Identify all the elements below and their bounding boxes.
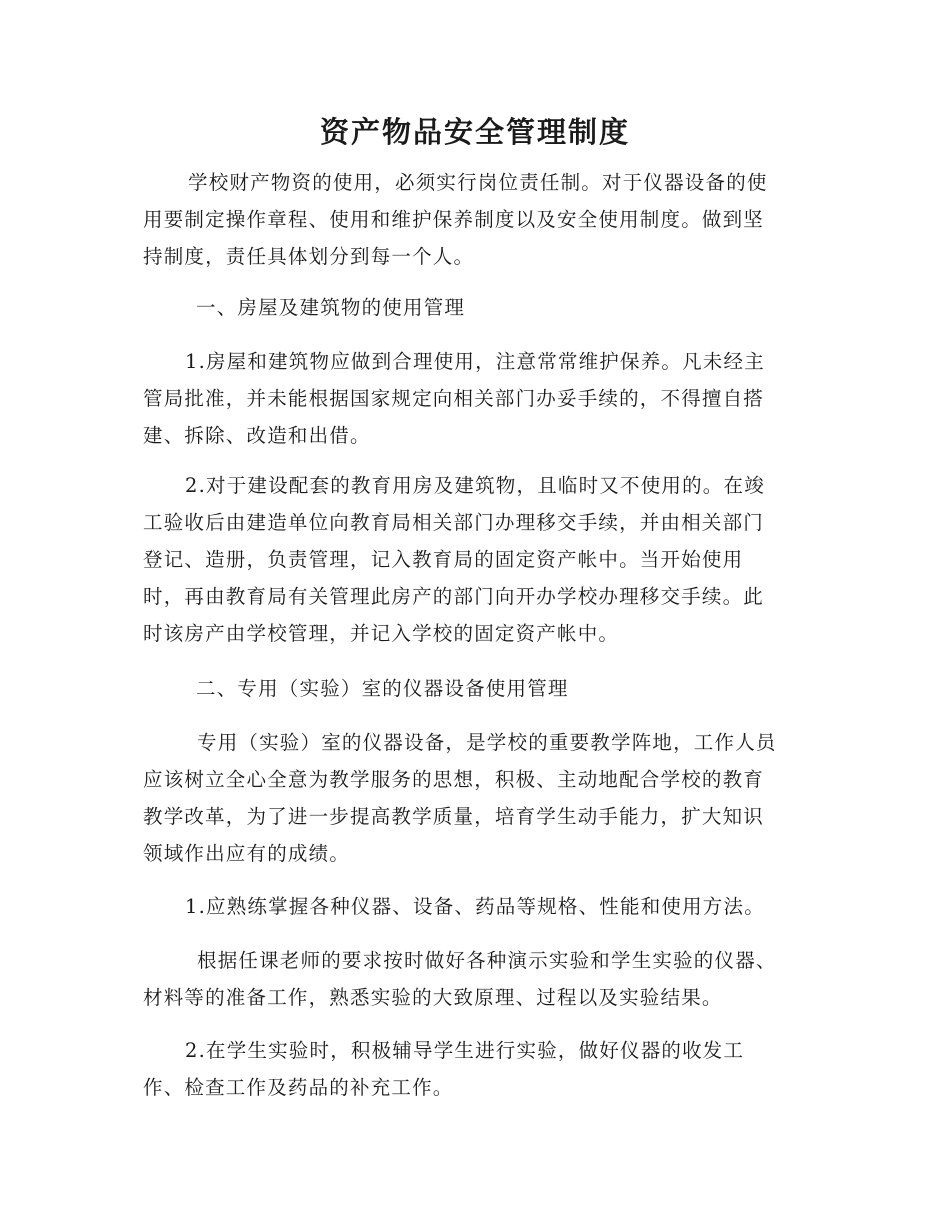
paragraph-line: 时，再由教育局有关管理此房产的部门向开办学校办理移交手续。此 bbox=[143, 585, 765, 608]
paragraph-line: 1.应熟练掌握各种仪器、设备、药品等规格、性能和使用方法。 bbox=[185, 895, 765, 918]
paragraph-line: 领域作出应有的成绩。 bbox=[143, 842, 351, 865]
paragraph-line: 用要制定操作章程、使用和维护保养制度以及安全使用制度。做到坚 bbox=[143, 208, 765, 231]
intro-paragraph bbox=[143, 164, 808, 275]
paragraph-line: 2.对于建设配套的教育用房及建筑物，且临时又不使用的。在竣 bbox=[185, 474, 765, 497]
paragraph-line: 专用（实验）室的仪器设备，是学校的重要教学阵地，工作人员 bbox=[197, 731, 777, 754]
paragraph-line: 时该房产由学校管理，并记入学校的固定资产帐中。 bbox=[143, 622, 620, 645]
paragraph-line: 工验收后由建造单位向教育局相关部门办理移交手续，并由相关部门 bbox=[143, 511, 765, 534]
section2-item1-detail-paragraph bbox=[143, 942, 808, 1016]
paragraph-line: 1.房屋和建筑物应做到合理使用，注意常常维护保养。凡未经主 bbox=[185, 350, 765, 373]
section1-item1-paragraph bbox=[143, 343, 808, 454]
paragraph-line: 2.在学生实验时，积极辅导学生进行实验，做好仪器的收发工 bbox=[185, 1039, 745, 1062]
paragraph-line: 材料等的准备工作，熟悉实验的大致原理、过程以及实验结果。 bbox=[143, 986, 723, 1009]
paragraph-line: 登记、造册，负责管理，记入教育局的固定资产帐中。当开始使用 bbox=[143, 548, 744, 571]
section1-item2-paragraph bbox=[143, 467, 808, 652]
paragraph-line: 应该树立全心全意为教学服务的思想，积极、主动地配合学校的教育 bbox=[143, 768, 765, 791]
section-heading-2: 二、专用（实验）室的仪器设备使用管理 bbox=[196, 677, 569, 700]
section2-intro-paragraph bbox=[143, 724, 808, 872]
section-heading-1: 一、房屋及建筑物的使用管理 bbox=[196, 296, 466, 319]
paragraph-line: 教学改革，为了进一步提高教学质量，培育学生动手能力，扩大知识 bbox=[143, 805, 765, 828]
section2-item1-paragraph bbox=[143, 888, 808, 925]
paragraph-line: 根据任课老师的要求按时做好各种演示实验和学生实验的仪器、 bbox=[197, 949, 777, 972]
paragraph-line: 建、拆除、改造和出借。 bbox=[143, 424, 371, 447]
section2-item2-paragraph bbox=[143, 1032, 808, 1106]
paragraph-line: 管局批准，并未能根据国家规定向相关部门办妥手续的，不得擅自搭 bbox=[143, 387, 765, 410]
document-title: 资产物品安全管理制度 bbox=[319, 115, 630, 149]
paragraph-line: 学校财产物资的使用，必须实行岗位责任制。对于仪器设备的使 bbox=[188, 171, 768, 194]
paragraph-line: 作、检查工作及药品的补充工作。 bbox=[143, 1076, 454, 1099]
paragraph-line: 持制度，责任具体划分到每一个人。 bbox=[143, 245, 475, 268]
